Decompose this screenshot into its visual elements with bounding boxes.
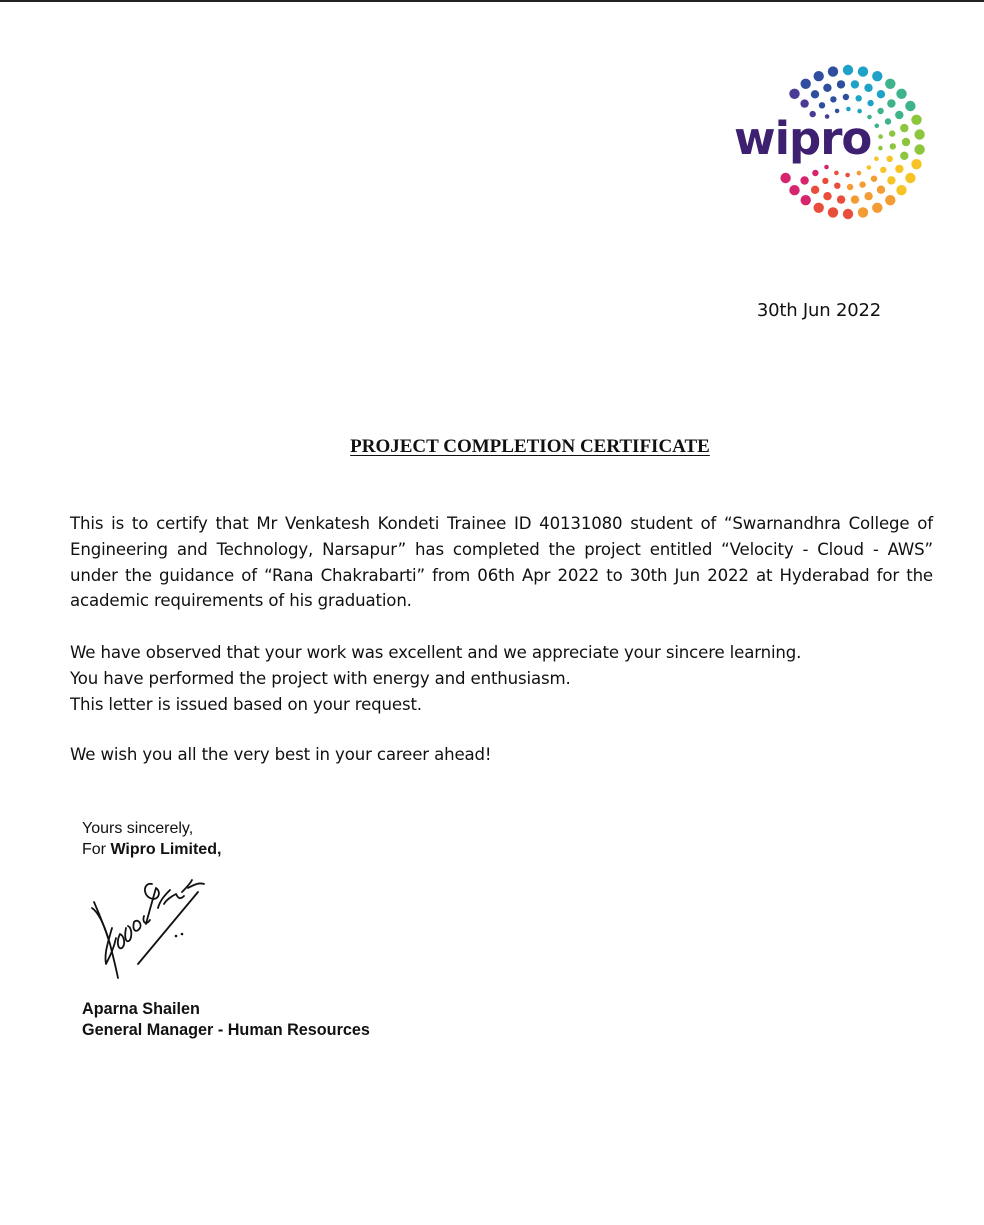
wipro-logo-graphic (726, 60, 936, 228)
logo-dot (846, 107, 851, 112)
logo-dot (864, 192, 872, 200)
salutation: Yours sincerely, (82, 820, 194, 837)
signatory-block (82, 999, 370, 1041)
logo-dot (834, 183, 840, 189)
logo-dot (905, 101, 915, 111)
logo-dot (822, 178, 828, 184)
logo-dot (900, 152, 908, 160)
appreciation-line-3: This letter is issued based on your request. (70, 694, 422, 714)
logo-dot (877, 186, 885, 194)
logo-dot (914, 129, 924, 139)
logo-dot (896, 185, 906, 195)
logo-dot (823, 192, 831, 200)
appreciation-paragraph (70, 640, 933, 717)
logo-dot (814, 71, 824, 81)
logo-dot (828, 66, 838, 76)
logo-wordmark: wipro (734, 112, 872, 165)
logo-dot (914, 144, 924, 154)
closing-block (82, 818, 221, 860)
logo-dot (885, 195, 895, 205)
logo-dot (895, 111, 903, 119)
logo-dot (811, 186, 819, 194)
signature-graphic (86, 872, 218, 984)
logo-dot (875, 124, 880, 129)
logo-dot (834, 171, 839, 176)
logo-dot (843, 94, 849, 100)
logo-dot (872, 71, 882, 81)
logo-dot (857, 171, 862, 176)
wishes-paragraph: We wish you all the very best in your career ahead! (70, 745, 492, 764)
logo-dot (895, 165, 903, 173)
logo-dot (902, 138, 910, 146)
logo-dot (889, 130, 895, 136)
logo-dot (837, 80, 845, 88)
logo-dot (859, 181, 865, 187)
logo-dot (837, 195, 845, 203)
for-company-line (82, 839, 221, 860)
logo-dot (887, 99, 895, 107)
top-border-line (0, 0, 984, 2)
logo-dot (851, 80, 859, 88)
letter-date: 30th Jun 2022 (756, 300, 881, 321)
logo-dot (811, 90, 819, 98)
logo-dot (801, 79, 811, 89)
logo-dot (858, 66, 868, 76)
logo-dot (887, 176, 895, 184)
for-prefix: For (82, 841, 111, 858)
logo-dot (896, 89, 906, 99)
logo-dot (871, 176, 877, 182)
logo-dot (880, 167, 886, 173)
logo-dot (824, 165, 829, 170)
appreciation-line-1: We have observed that your work was excellent and we appreciate your sincere learning. (70, 643, 802, 662)
handwritten-signature (86, 872, 218, 984)
logo-dot (872, 203, 882, 213)
logo-dot (877, 90, 885, 98)
wipro-logo (726, 60, 936, 228)
signatory-name: Aparna Shailen (82, 1000, 200, 1018)
logo-dot (878, 134, 883, 139)
signatory-designation: General Manager - Human Resources (82, 1021, 370, 1039)
logo-dot (864, 84, 872, 92)
appreciation-line-2: You have performed the project with energy and enthusiasm. (70, 668, 571, 688)
logo-dot (856, 95, 862, 101)
logo-dot (845, 173, 850, 178)
logo-dot (874, 157, 879, 162)
logo-dot (814, 203, 824, 213)
logo-dot (819, 102, 825, 108)
logo-dot (911, 115, 921, 125)
logo-dot (900, 124, 908, 132)
logo-dot (830, 96, 836, 102)
logo-dot (800, 99, 808, 107)
logo-dot (858, 207, 868, 217)
logo-dot (851, 195, 859, 203)
logo-dot (843, 65, 853, 75)
certification-paragraph: This is to certify that Mr Venkatesh Kondeti Trainee ID 40131080 student of “Swarnandhra College of Engineering and Technology, Narsapur” has completed the project entitled “Velocity - Cloud - AWS” under the guidance of “Rana Chakrabarti” from 06th Apr 2022 to 30th Jun 2022 at Hyderabad for the academic requirements of his graduation. (70, 514, 933, 611)
logo-dot (780, 173, 790, 183)
logo-dot (800, 176, 808, 184)
logo-dot (885, 79, 895, 89)
logo-dot (789, 89, 799, 99)
logo-dot (789, 185, 799, 195)
logo-dot (878, 146, 883, 151)
logo-dot (885, 118, 891, 124)
logo-dot (812, 170, 818, 176)
logo-dot (847, 184, 853, 190)
logo-dot (801, 195, 811, 205)
certificate-title: PROJECT COMPLETION CERTIFICATE (350, 436, 710, 457)
logo-dot (828, 207, 838, 217)
logo-dot (867, 100, 873, 106)
logo-dot (843, 209, 853, 219)
logo-dot (867, 165, 872, 170)
logo-dot (911, 159, 921, 169)
logo-dot (887, 156, 893, 162)
company-name: Wipro Limited, (110, 841, 222, 858)
logo-dot (877, 108, 883, 114)
logo-dot (823, 84, 831, 92)
logo-dot (890, 143, 896, 149)
logo-dot (905, 173, 915, 183)
